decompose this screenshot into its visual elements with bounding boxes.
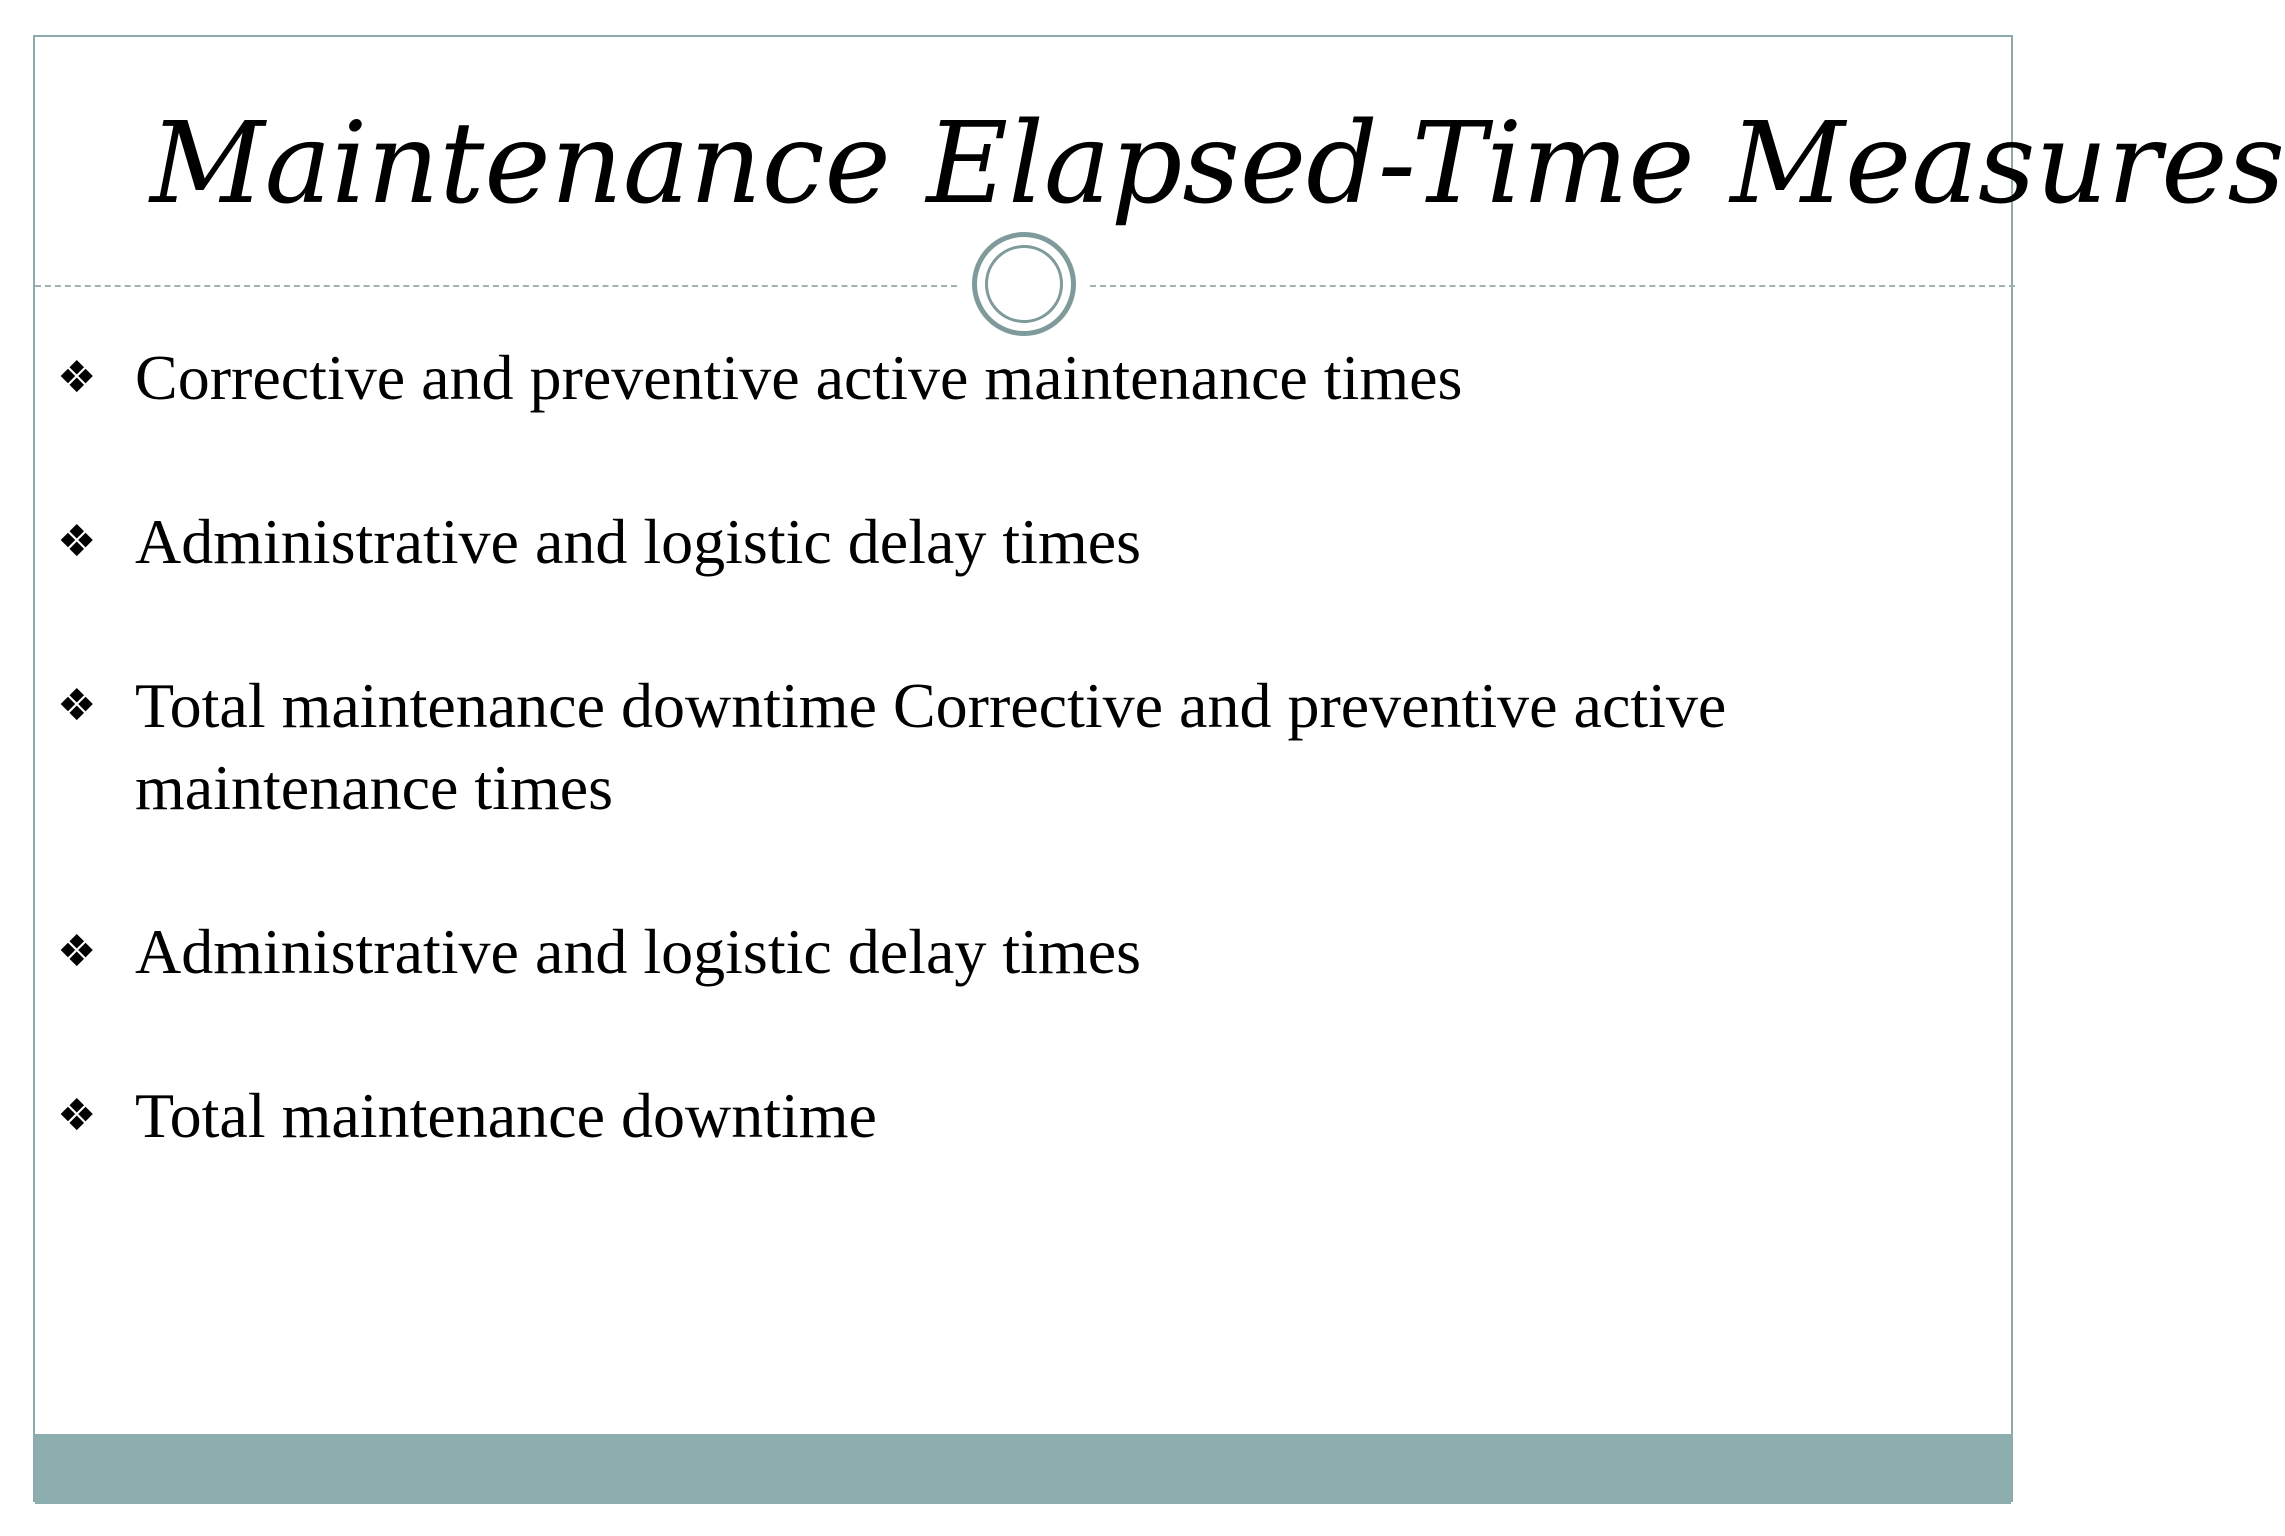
circle-ornament-inner [985,245,1063,323]
title-divider-left [35,285,957,287]
list-item [57,501,1937,583]
bullet-list [57,337,1937,1239]
diamond-bullet-icon: ❖ [57,680,97,731]
diamond-bullet-icon: ❖ [57,1090,97,1141]
bullet-text: Administrative and logistic delay times [135,916,1142,987]
bullet-text: Total maintenance downtime Corrective and preventive active maintenance times [135,670,1727,823]
diamond-bullet-icon: ❖ [57,926,97,977]
list-item [57,911,1937,993]
slide-frame [33,35,2285,1502]
list-item [57,665,1937,829]
circle-ornament-icon [972,232,1076,336]
bullet-text: Administrative and logistic delay times [135,506,1142,577]
list-item [57,337,1937,419]
slide-title: Maintenance Elapsed-Time Measures [150,99,2285,229]
diamond-bullet-icon: ❖ [57,516,97,567]
title-divider-right [1090,285,2015,287]
list-item [57,1075,1937,1157]
bullet-text: Corrective and preventive active maintenance times [135,342,1463,413]
bullet-text: Total maintenance downtime [135,1080,877,1151]
footer-bar [35,1434,2011,1504]
diamond-bullet-icon: ❖ [57,352,97,403]
